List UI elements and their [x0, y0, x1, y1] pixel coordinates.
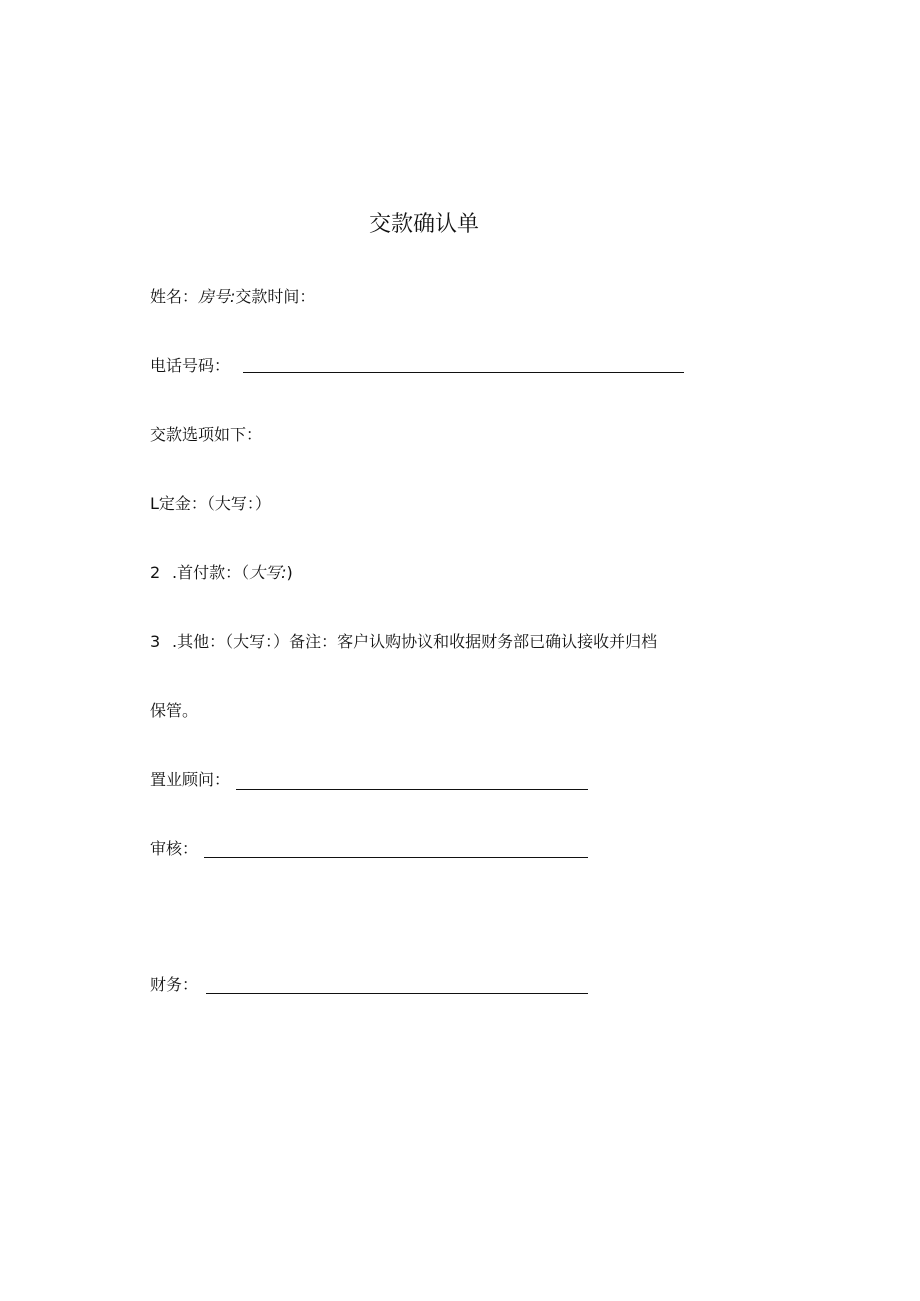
- note-continuation: 保管。: [150, 701, 199, 720]
- closing-paren: ): [286, 563, 293, 582]
- item-number: 3: [150, 632, 161, 651]
- review-blank-line[interactable]: [204, 857, 588, 858]
- payment-time-label: 交款时间：: [235, 287, 316, 306]
- finance-blank-line[interactable]: [206, 993, 588, 994]
- phone-blank-line[interactable]: [243, 372, 684, 373]
- name-row: [150, 287, 315, 307]
- down-payment-label: .首付款：（: [172, 563, 250, 582]
- options-heading: 交款选项如下：: [150, 425, 263, 444]
- page-title: 交款确认单: [368, 212, 479, 237]
- phone-label: 电话号码：: [150, 356, 231, 375]
- other-item-label: .其他：（大写：）备注：客户认购协议和收据财务部已确认接收并归档: [172, 632, 658, 651]
- other-item: [150, 632, 657, 652]
- item-number: 2: [150, 563, 161, 582]
- deposit-item: L定金：（大写：）: [150, 494, 271, 513]
- consultant-label: 置业顾问：: [150, 770, 231, 789]
- room-label: 房号:: [198, 287, 236, 306]
- finance-label: 财务：: [150, 975, 199, 994]
- review-label: 审核：: [150, 839, 199, 858]
- consultant-blank-line[interactable]: [236, 789, 588, 790]
- name-label: 姓名：: [150, 287, 199, 306]
- down-payment-item: [150, 563, 293, 583]
- uppercase-amount-label: 大写:: [249, 563, 287, 582]
